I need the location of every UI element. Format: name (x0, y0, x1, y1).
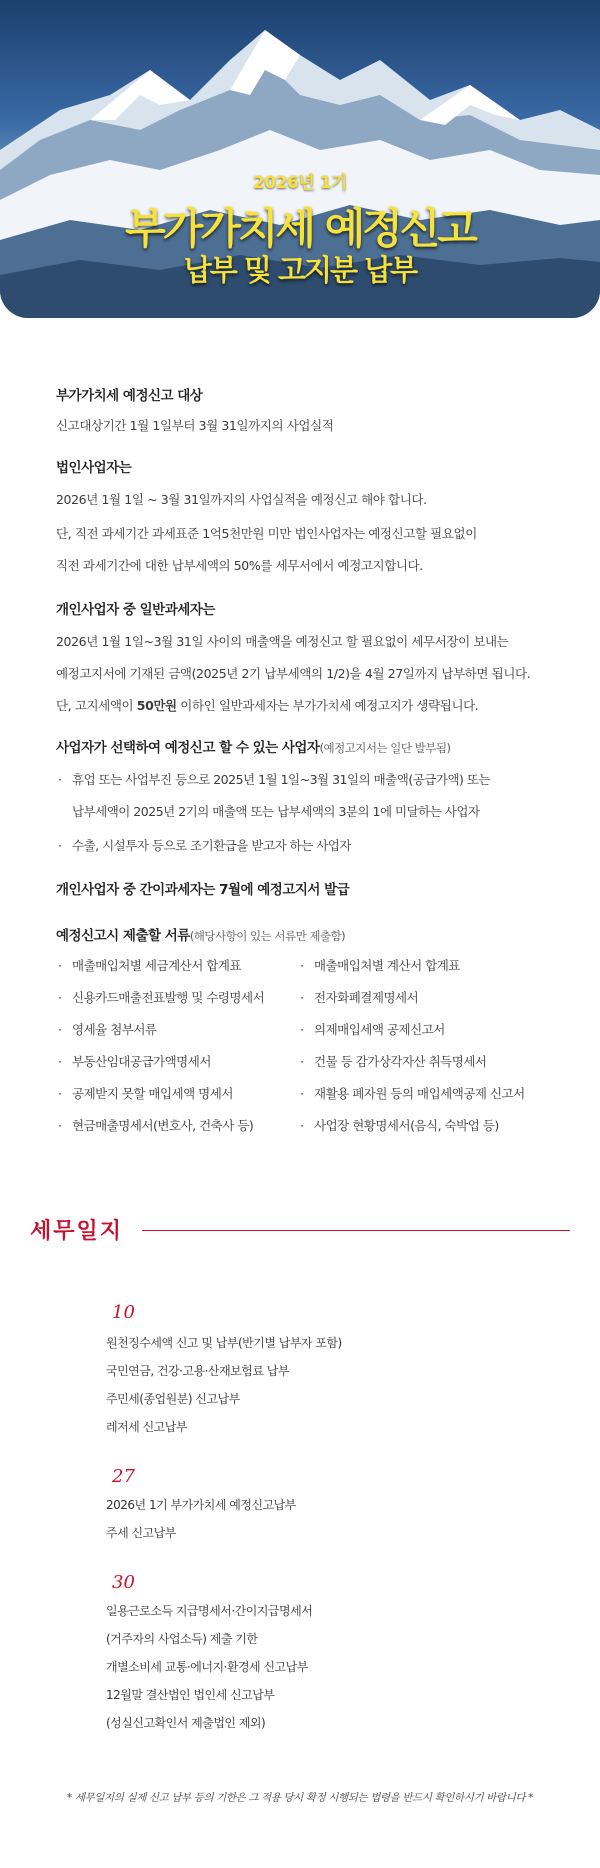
docs-title-text: 예정신고시 제출할 서류 (56, 928, 190, 944)
bullet: · (300, 1118, 304, 1133)
doc-item-right (300, 1084, 525, 1102)
optional-item (58, 770, 490, 788)
hero-year: 2026년 1기 (253, 173, 347, 193)
bullet: · (58, 990, 62, 1005)
doc-text: 공제받지 못할 매입세액 명세서 (72, 1086, 233, 1101)
calendar-item: 주세 신고납부 (106, 1526, 176, 1540)
doc-item-left (58, 988, 264, 1006)
calendar-item: 국민연금, 건강·고용·산재보험료 납부 (106, 1364, 289, 1378)
optional-note: (예정고지서는 일단 발부됨) (319, 741, 451, 755)
doc-text: 현금매출명세서(변호사, 건축사 등) (72, 1118, 254, 1133)
optional-item-text: 휴업 또는 사업부진 등으로 2025년 1월 1일~3월 31일의 매출액(공급가액) 또는 (72, 772, 491, 787)
corp-title: 법인사업자는 (56, 460, 132, 476)
calendar-item: 주민세(종업원분) 신고납부 (106, 1392, 240, 1406)
bullet: · (58, 838, 62, 853)
calendar-day: 27 (112, 1466, 135, 1487)
doc-item-left (58, 1116, 253, 1134)
doc-text: 의제매입세액 공제신고서 (314, 1022, 445, 1037)
doc-text: 재활용 폐자원 등의 매입세액공제 신고서 (314, 1086, 525, 1101)
bullet: · (300, 958, 304, 973)
doc-text: 신용카드매출전표발행 및 수령명세서 (72, 990, 265, 1005)
doc-text: 영세율 첨부서류 (72, 1022, 157, 1037)
doc-text: 건물 등 감가상각자산 취득명세서 (314, 1054, 487, 1069)
corp-line: 단, 직전 과세기간 과세표준 1억5천만원 미만 법인사업자는 예정신고할 필요없이 (56, 526, 477, 541)
doc-item-right (300, 988, 418, 1006)
bullet: · (58, 772, 62, 787)
indiv-note-bold: 50만원 (136, 698, 177, 713)
optional-item-text: 수출, 시설투자 등으로 조기환급을 받고자 하는 사업자 (72, 838, 351, 853)
calendar-item: 원천징수세액 신고 및 납부(반기별 납부자 포함) (106, 1336, 342, 1350)
calendar-title: 세무일지 (30, 1219, 124, 1244)
simple-title: 개인사업자 중 간이과세자는 7월에 예정고지서 발급 (56, 882, 350, 898)
calendar-day: 10 (112, 1302, 135, 1323)
indiv-line: 예정고지서에 기재된 금액(2025년 2기 납부세액의 1/2)을 4월 27일까지 납부하면 됩니다. (56, 666, 531, 681)
indiv-line: 2026년 1월 1일~3월 31일 사이의 매출액을 예정신고 할 필요없이 세무서장이 보내는 (56, 634, 509, 649)
corp-line: 2026년 1월 1일 ~ 3월 31일까지의 사업실적을 예정신고 해야 합니다. (56, 492, 427, 507)
indiv-note-pre: 단, 고지세액이 (56, 698, 137, 713)
doc-item-left (58, 1020, 157, 1038)
optional-item: 납부세액이 2025년 2기의 매출액 또는 납부세액의 3분의 1에 미달하는 사업자 (72, 804, 480, 819)
hero-banner (0, 0, 600, 318)
bullet: · (300, 990, 304, 1005)
indiv-title: 개인사업자 중 일반과세자는 (56, 602, 215, 618)
doc-item-right (300, 1116, 499, 1134)
doc-text: 매출매입처별 세금계산서 합계표 (72, 958, 241, 973)
hero-title: 부가가치세 예정신고 (125, 204, 475, 253)
bullet: · (58, 1022, 62, 1037)
optional-title-text: 사업자가 선택하여 예정신고 할 수 있는 사업자 (56, 740, 320, 756)
target-text: 신고대상기간 1월 1일부터 3월 31일까지의 사업실적 (56, 418, 334, 433)
calendar-item: 레저세 신고납부 (106, 1420, 187, 1434)
optional-title (56, 736, 450, 756)
footnote: * 세무일지의 실제 신고 납부 등의 기한은 그 적용 당시 확정 시행되는 법령을 반드시 확인하시기 바랍니다 * (67, 1792, 533, 1804)
doc-item-right (300, 1052, 486, 1070)
doc-item-left (58, 1084, 233, 1102)
calendar-item: (성실신고확인서 제출법인 제외) (106, 1716, 266, 1730)
bullet: · (58, 1054, 62, 1069)
target-title: 부가가치세 예정신고 대상 (56, 388, 203, 404)
bullet: · (300, 1022, 304, 1037)
doc-item-left (58, 1052, 211, 1070)
indiv-note (56, 696, 478, 714)
calendar-item: (거주자의 사업소득) 제출 기한 (106, 1632, 258, 1646)
doc-item-right (300, 1020, 445, 1038)
bullet: · (58, 958, 62, 973)
doc-item-left (58, 956, 241, 974)
doc-text: 사업장 현황명세서(음식, 숙박업 등) (314, 1118, 499, 1133)
bullet: · (300, 1054, 304, 1069)
corp-line: 직전 과세기간에 대한 납부세액의 50%를 세무서에서 예정고지합니다. (56, 558, 423, 573)
doc-text: 전자화폐결제명세서 (314, 990, 419, 1005)
calendar-item: 개별소비세 교통·에너지·환경세 신고납부 (106, 1660, 308, 1674)
bullet: · (300, 1086, 304, 1101)
bullet: · (58, 1086, 62, 1101)
optional-item (58, 836, 351, 854)
hero-subtitle: 납부 및 고지분 납부 (183, 253, 417, 287)
calendar-item: 12월말 결산법인 법인세 신고납부 (106, 1688, 275, 1702)
doc-item-right (300, 956, 460, 974)
calendar-item: 2026년 1기 부가가치세 예정신고납부 (106, 1498, 296, 1512)
bullet: · (58, 1118, 62, 1133)
indiv-note-post: 이하인 일반과세자는 부가가치세 예정고지가 생략됩니다. (176, 698, 479, 713)
doc-text: 매출매입처별 계산서 합계표 (314, 958, 460, 973)
docs-title (56, 924, 345, 944)
calendar-item: 일용근로소득 지급명세서·간이지급명세서 (106, 1604, 313, 1618)
docs-note: (해당사항이 있는 서류만 제출함) (189, 929, 346, 943)
calendar-divider (142, 1230, 570, 1231)
calendar-day: 30 (112, 1572, 135, 1593)
doc-text: 부동산임대공급가액명세서 (72, 1054, 211, 1069)
